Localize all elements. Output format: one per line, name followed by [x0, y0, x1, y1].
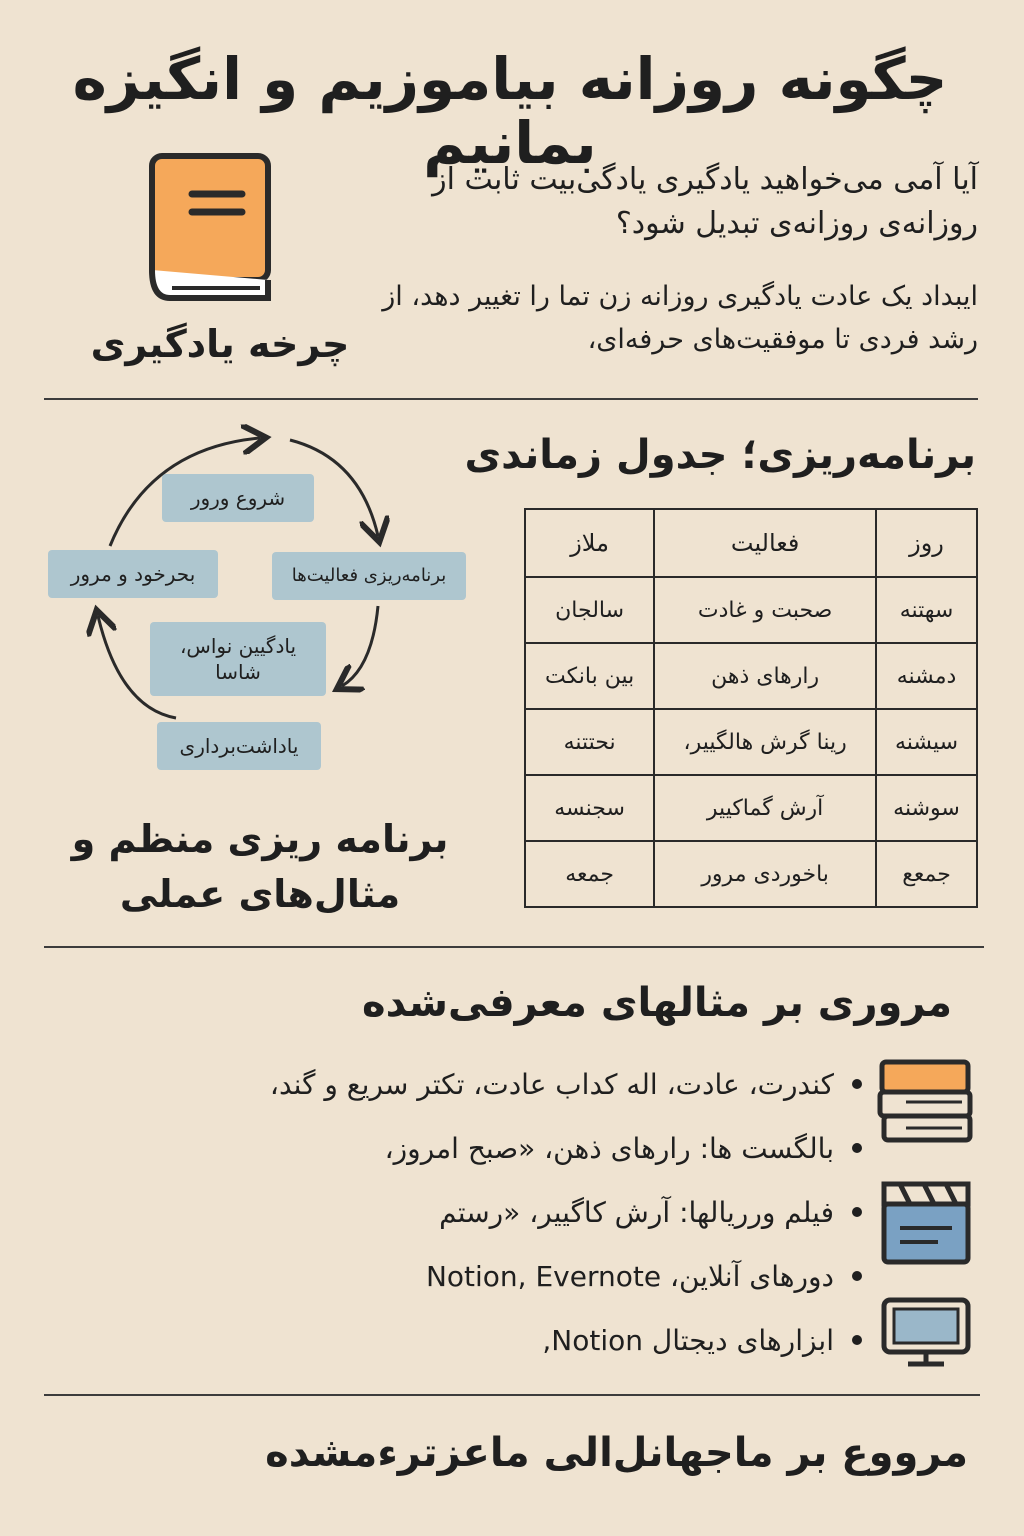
monitor-icon	[880, 1296, 972, 1368]
table-row	[525, 643, 977, 709]
bullet-icon	[852, 1335, 862, 1345]
schedule-table	[524, 508, 978, 908]
list-item	[242, 1244, 862, 1308]
column-header: ملاز	[525, 509, 654, 577]
table-row	[525, 577, 977, 643]
examples-list	[242, 1052, 862, 1372]
list-item-text: دورهای آنلاین، Notion, Evernote	[425, 1259, 834, 1293]
column-header: روز	[876, 509, 977, 577]
table-row	[525, 709, 977, 775]
table-cell: رارهای ذهن	[654, 643, 876, 709]
table-cell: صحبت و غادت	[654, 577, 876, 643]
table-cell: سوشنه	[876, 775, 977, 841]
table-cell: سهتنه	[876, 577, 977, 643]
table-cell: دمشنه	[876, 643, 977, 709]
footer-heading: مرووع بر ماجهانل‌الی ماعزترءمشده	[265, 1430, 968, 1476]
schedule-heading: برنامه‌ریزی؛ جدول زماندی	[464, 432, 976, 478]
books-icon	[876, 1056, 976, 1146]
cycle-node-review: بحرخود و مرور	[48, 550, 218, 598]
table-cell: نحتتنه	[525, 709, 654, 775]
table-header-row	[525, 509, 977, 577]
bullet-icon	[852, 1143, 862, 1153]
list-item-text: ابزارهای دیجتال Notion,	[542, 1323, 834, 1357]
bullet-icon	[852, 1271, 862, 1281]
table-cell: جمعع	[876, 841, 977, 907]
table-cell: رینا گرش هالگییر،	[654, 709, 876, 775]
clapperboard-icon	[880, 1170, 972, 1266]
list-item	[242, 1052, 862, 1116]
examples-heading: مروری بر مثالهای معرفی‌شده	[361, 980, 952, 1026]
divider	[44, 946, 984, 948]
cycle-node-learning: یادگیین نواس، شاسا	[150, 622, 326, 696]
cycle-node-notes: یاداشت‌برداری	[157, 722, 321, 770]
cycle-node-start: شروع ورور	[162, 474, 314, 522]
book-icon	[148, 152, 274, 304]
book-caption: چرخه یادگیری	[90, 322, 350, 366]
list-item-text: بالگست ها: رارهای ذهن، «صبح امروز،	[384, 1131, 834, 1165]
table-cell: جمعه	[525, 841, 654, 907]
list-item	[242, 1308, 862, 1372]
table-cell: سالجان	[525, 577, 654, 643]
divider	[44, 398, 978, 400]
list-item-text: کندرت، عادت، اله کداب عادت، تکتر سریع و گند،	[269, 1067, 834, 1101]
table-cell: سیشنه	[876, 709, 977, 775]
list-item-text: فیلم ورریالها: آرش کاگییر، «رستم	[439, 1195, 834, 1229]
table-cell: آرش گماکییر	[654, 775, 876, 841]
column-header: فعالیت	[654, 509, 876, 577]
page-title: چگونه روزانه بیاموزیم و انگیزه بمانیم	[72, 45, 948, 177]
table-cell: سجنسه	[525, 775, 654, 841]
table-cell: بین بانکت	[525, 643, 654, 709]
list-item	[242, 1116, 862, 1180]
table-row	[525, 841, 977, 907]
practical-caption: برنامه ریزی منظم و مثال‌های عملی	[71, 817, 449, 917]
intro-paragraph: ایبداد یک عادت یادگیری روزانه زن تما را تغییر دهد، از رشد فردی تا موفقیت‌های حرفه‌ای،	[382, 281, 978, 356]
table-row	[525, 775, 977, 841]
list-item	[242, 1180, 862, 1244]
cycle-node-planning: برنامه‌ریزی فعالیت‌ها	[272, 552, 466, 600]
bullet-icon	[852, 1079, 862, 1089]
bullet-icon	[852, 1207, 862, 1217]
table-cell: باخوردی مرور	[654, 841, 876, 907]
divider	[44, 1394, 980, 1396]
intro-question: آیا آمی می‌خواهید یادگیری یادگی‌بیت ثابت از روزانه‌ی روزانه‌ی تبدیل شود؟	[432, 162, 978, 241]
